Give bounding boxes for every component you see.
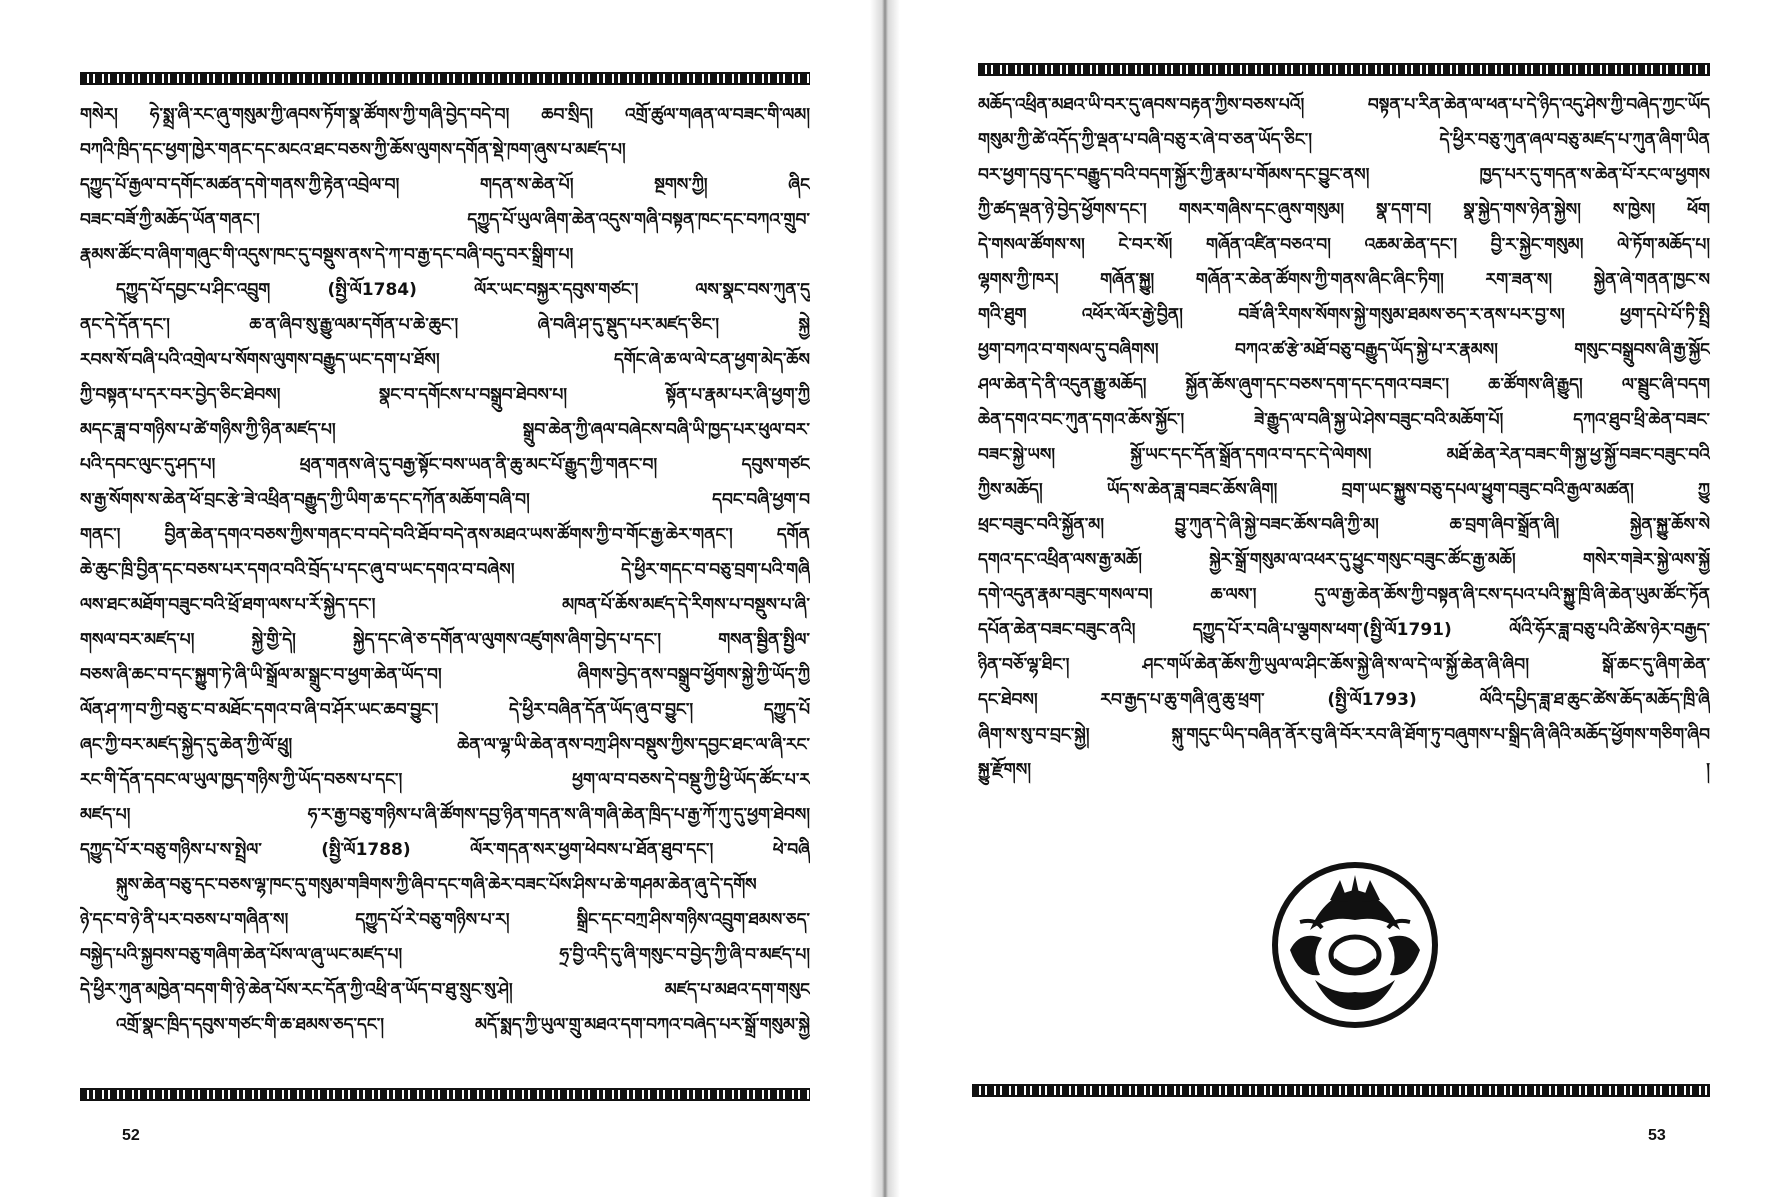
page-number: 53 [1648,1127,1666,1144]
left-page-text [80,98,810,1043]
right-page-text [978,88,1710,788]
bottom-ornamental-border [972,1084,1710,1097]
text-line: དང་ཐེབས། རབ་རྒྱད་པ་ཆུ་གཞི་ཞུ་ཆུ་ཕྲག་ (སྤྱི་ལོ1793) ལོའི་དཔྱིད་ཟླ་ཐ་ཆུང་ཚེས་ཆོད་མཆོད་ཁྲི་ཞི [978,690,1710,710]
text-line: ཤལ་ཆེན་དེ་ནི་འདུན་རྒྱུ་མཆོད། སྐྱོན་ཆོས་ཞུག་དང་བཅས་དག་དང་དགའ་བཟང་། ཆ་ཚོགས་ཞི་རྒྱུད། ལ་སྦྲུང་ཞི་བདག [978,375,1710,395]
text-line: བསྐྱེད་པའི་སྐྱབས་བཅུ་གཞིག་ཆེན་པོས་ལ་ཞུ་ཡང་མཛད་པ། ཧྲ་བྱི་འདི་དུ་ཞི་གསུང་བ་བྱེད་ཀྱི་ཞི་བ་མཛད་པ། [80,945,810,965]
text-line: ཉིན་བཅོ་ལྷ་ཐིང་། ཤང་གཡོ་ཆེན་ཆོས་ཀྱི་ཡུལ་ལ་ཤིང་ཆོས་སྐྱེ་ཞི་ས་ལ་དེ་ལ་སྐྱོ་ཆེན་ཞི་ཞིབ། སྒོ་ཆང་དུ་ཞིག་ཆེན་ [978,655,1710,675]
text-line: དཀྱུད་པོ་དབྱང་པ་ཤིང་འབྲུག (སྤྱི་ལོ1784) ལོར་ཡང་བསྐྱར་དབུས་གཙང་། ལས་སྣང་བས་ཀུན་དུ [116,280,810,300]
text-line: དེ་གསལ་ཚོགས་ས། ངེ་བར་སོ། གཞོན་འཛིན་བཅའ་བ། འཆམ་ཆེན་དང་། བྱི་ར་སྐྱེང་གསུམ། ལེ་ཏོག་མཆོད་པ། [978,235,1710,255]
text-line: བར་ཕྱག་དབུ་དང་བརྒྱུད་བའི་བདག་སྐྱོར་ཀྱི་རྣམ་པ་གོམས་དང་བྱུང་ནས། ཁྱད་པར་དུ་གདན་ས་ཆེན་པོ་རང་ལ་ཕྱགས [978,165,1710,185]
text-line: པའི་དབང་ལུང་དུ་ཤད་པ། ཕྲན་གནས་ཞེ་དུ་བརྒྱ་སྟོང་བས་ཡན་ནི་ཆུ་མང་པོ་རྒྱུད་ཀྱི་གནང་བ། དབུས་གཙང [80,455,810,475]
text-line: འགྲོ་སྣང་ཁྲིད་དབུས་གཙང་གི་ཆ་ཐམས་ཅད་དང་། མདོ་སྨད་ཀྱི་ཡུལ་གྲུ་མཐའ་དག་བཀའ་བཞེད་པར་སྒྲོ་གསུམ་སྐྱེ [116,1015,810,1035]
text-line: བཟང་སྐྱེ་ཡས། སྐྱོ་ཡང་དང་དོན་སྒྲོན་དགའ་བ་དང་དེ་ལེགས། མཐོ་ཆེན་རེན་བཟང་གི་སྐྱ་ཕྱ་སྐྱོ་བཟང་བཟུང་བའི [978,445,1710,465]
text-line: ཆེ་ཆུང་ཁྲི་བྱིན་དང་བཅས་པར་དགའ་བའི་བྲོད་པ་དང་ཞུ་བ་ཡང་དགའ་བ་བཞེས། དེ་ཕྱིར་གདང་བ་བཅུ་བྲག་པའི་གཞི [80,560,810,580]
text-line: དགེ་འདུན་རྣམ་བཟུང་གསལ་བ། ཆ་ལས་། དུ་ལ་རྒྱ་ཆེན་ཆོས་ཀྱི་བསྟན་ཞི་ངས་དཔའ་པའི་སྐྱུ་ཁྲི་ཞི་ཆེན་ཡུམ་ཚོང་ཏོན [978,585,1710,605]
text-line: བཀའི་ཁྲིད་དང་ཕྱག་ཁྱེར་གནང་དང་མངའ་ཐང་བཅས་ཀྱི་ཆོས་ལུགས་དགོན་སྡེ་ཁག་ཞུས་པ་མཛད་པ། [80,140,626,160]
text-line: གསུམ་ཀྱི་ཚེ་འདོད་ཀྱི་ལྡན་པ་བཞི་བཅུ་ར་ཞེ་བ་ཅན་ཡོད་ཅིང་། དེ་ཕྱིར་བཅུ་ཀུན་ཞལ་བཅུ་མཛད་པ་ཀུན་ཞིག་ཡིན [978,130,1710,150]
right-page [900,0,1770,1197]
book-gutter [870,0,900,1197]
text-line: སྐུས་ཆེན་བཅུ་དང་བཅས་ལྷ་ཁང་དུ་གསུམ་གཟིགས་ཀྱི་ཞིབ་དང་གཞི་ཆེར་བཟང་པོས་ཤིས་པ་ཆེ་གཤམ་ཆེན་ཞུ་དེ་དགོས [116,875,757,895]
text-line: ལྷགས་ཀྱི་ཁར། གཞོན་སྐྱུ། གཞོན་ར་ཆེན་ཚོགས་ཀྱི་གནས་ཞིང་ཞིང་ཏིག། རག་ཟན་ས། སྐྱེན་ཞེ་གནན་ཁྱང་ས [978,270,1710,290]
text-line: གསེར། ཧེ་སྨྲ་ཞི་རང་ཞུ་གསུམ་ཀྱི་ཞབས་ཏོག་སྣ་ཚོགས་ཀྱི་གཞི་བྱེད་བདེ་བ། ཆབ་སྲིད། འགྲོ་ཚུལ་གཞན་ལ་བཟང་གི་ལམ། [80,105,810,125]
text-line: ཀྱིས་མཆོད། ཡོད་ས་ཆེན་ཟླ་བཟང་ཆོས་ཞིག། བྲག་ཡང་སྐྱུས་བཅུ་དཔལ་ཕྱུག་བཟུང་བའི་རྒྱལ་མཚན། ཀྱུ [978,480,1710,500]
text-line: ཆེན་དགའ་བང་ཀུན་དགའ་ཆོས་སྐྱོང་། ཟེ་རྒྱུད་ལ་བཞི་སྐྱ་ཡེ་ཤེས་བཟུང་བའི་མཆོག་པོ། དཀའ་ཐུབ་ཕྲི་ཆེན་བཟང་ [978,410,1710,430]
text-line: ཕྱག་བཀའ་བ་གསལ་དུ་བཞིགས། བཀའ་ཚ་རྩེ་མཐོ་བཅུ་བརྒྱུད་ཡོད་སྐྱེ་པ་ར་རྣམས། གསུང་བསྒྲུབས་ཞི་རྒྱ་སྐྱོང [978,340,1710,360]
page-number: 52 [122,1127,140,1144]
text-line: རྣམས་ཚོང་བ་ཞིག་གཞུང་གི་འདུས་ཁང་དུ་བསྡུས་ནས་དེ་ཀ་བ་རྒྱ་དང་བཞི་བདུ་བར་སྒྲིག་པ། [80,245,574,265]
bottom-ornamental-border [80,1088,810,1101]
text-line: རབས་སོ་བཞི་པའི་འགྲེལ་པ་སོགས་ལུགས་བརྒྱུད་ཡང་དག་པ་ཐོས། དགོང་ཞེ་ཆ་ལ་ལེ་ངན་ཕྱག་མེད་ཆོས [80,350,810,370]
text-line: དེ་ཕྱིར་ཀུན་མཁྱེན་བདག་གི་ཉེ་ཆེན་པོས་རང་དོན་ཀྱི་འཕྲི་ན་ཡོད་བ་ཐུ་སྲུང་སུ་ཤེ། མཛད་པ་མཐའ་དག་གསུང [80,980,810,1000]
text-line: གསལ་བར་མཛད་པ། སྐྱེ་གྱི་དེ། སྐྱེད་དང་ཞེ་ཅ་དགོན་ལ་ལུགས་འཛུགས་ཞིག་བྱེད་པ་དང་། གསན་སྦྱིན་སྤྱིལ་ [80,630,810,650]
text-line: བཟང་བཟོ་ཀྱི་མཆོད་ཡོན་གནང་། དཀྱུད་པོ་ཡུལ་ཞིག་ཆེན་འདུས་གཞི་བསྟན་ཁང་དང་བཀའ་གྲུབ་ [80,210,810,230]
text-line: ལས་ཐང་མཐོག་བཟུང་བའི་ཕྲོ་ཐག་ལས་པ་རོ་སྐྱེད་དང་། མཁན་པོ་ཆོས་མཛད་དེ་རིགས་པ་བསྡུས་པ་ཞི་ [80,595,810,615]
text-line: ཞང་ཀྱི་བར་མཛད་སྐྱེད་དུ་ཆེན་ཀྱི་ལོ་ཕྲུ། ཆེན་ལ་ལྷ་ཡི་ཆེན་ནས་བཀྲ་ཤིས་བསྡུས་ཀྱིས་དབྱང་ཐང་ལ་ཞི་རང་ [80,735,810,755]
text-line: གའི་ཐུག འཕོར་ལོར་རྒྱེ་བྱིན། བཟོ་ཞི་རིགས་སོགས་སྐྱེ་གསུམ་ཐམས་ཅད་ར་ནས་པར་བྱ་ས། ཕྱག་དཔེ་པོ་ཏི་སྤྲི [978,305,1710,325]
text-line: དཀྱུད་པོ་ར་བཅུ་གཉིས་པ་ས་སྤྲེལ་ (སྤྱི་ལོ1788) ལོར་གདན་སར་ཕྱག་ཕེབས་པ་ཐོན་ཐུབ་དང་། ཕེ་བཞི [80,840,810,860]
lotus-seal-icon [1270,860,1440,1030]
text-line: མཛད་པ། ཧ་ར་རྒྱ་བཅུ་གཉིས་པ་ཞི་ཚོགས་དབྱ་ཉིན་གདན་ས་ཞི་གཞི་ཆེན་ཁྲིད་པ་རྒྱ་ཀོ་ཀུ་དུ་ཕྱག་ཐེབས། [80,805,810,825]
top-ornamental-border [978,63,1710,76]
text-line: བཅས་ཞི་ཆང་བ་དང་སྐྱུག་ཏེ་ཞི་ཡི་སྒྲོལ་མ་སྒྲུང་བ་ཕྱག་ཆེན་ཡོད་བ། ཞིགས་བྱེད་ནས་བསྒྲུབ་ཕྱོགས་སྐྱེ་ཀྱི་ཡོད་ཀྱི [80,665,810,685]
left-page [0,0,870,1197]
text-line: ནང་དེ་དོན་དང་། ཆ་ན་ཞིབ་སུ་རྒྱུ་ལམ་དགོན་པ་ཆེ་ཆུང་། ཞེ་བཞི་ཤ་དུ་སྡུད་པར་མཛད་ཅིང་། སྐྱེ [80,315,810,335]
text-line: ཉེ་དང་བ་ཉེ་ནི་པར་བཅས་པ་གཞིན་ས། དཀྱུད་པོ་རེ་བཅུ་གཉིས་པ་ར། སྒྲིང་དང་བཀྲ་ཤིས་གཉིས་འབྲུག་ཐམས་ཅད་ [80,910,810,930]
text-line: རང་གི་དོན་དབང་ལ་ཡུལ་ཁྱད་གཉིས་ཀྱི་ཡོད་བཅས་པ་དང་། ཕྱག་ལ་བ་བཅས་དེ་བསྡུ་ཀྱི་ཕྱི་ཡོད་ཚོང་པ་ར [80,770,810,790]
text-line: ལོན་ཤ་ཀ་བ་ཀྱི་བཅུ་ང་བ་མཐོང་དགའ་བ་ཞི་བ་ཤོར་ཡང་ཆབ་བྱུང་། དེ་ཕྱིར་བཞིན་དོན་ཡོད་ཞུ་བ་བྱུང་། དཀྱུད་པོ [80,700,810,720]
text-line: དཀྱུད་པོ་རྒྱལ་བ་དགོང་མཚན་དགེ་གནས་ཀྱི་རྟེན་འབྲེལ་བ། གདན་ས་ཆེན་པོ། སྔགས་ཀྱི། ཞིང [80,175,810,195]
text-line: ཀྱི་ཚད་ལྡན་ཉེ་བྱེད་ཕྱོགས་དང་། གསར་གཞིས་དང་ཞུས་གསུམ། སྣ་དག་བ། སྣ་སྐྱེད་གས་ཉེན་སྐྱེས། ས་ཁྱེས། ཕོག [978,200,1710,220]
text-line: མཆོད་འཕྲིན་མཐའ་ཡི་བར་དུ་ཞབས་བརྟན་ཀྱིས་བཅས་པའོ། བསྟན་པ་རིན་ཆེན་ལ་ཕན་པ་དེ་ཉིད་འདུ་ཤེས་ཀྱི་བཞེད་ཀྱང་ཡོད [978,95,1710,115]
text-line: ཞིག་ས་སུ་བ་བྲང་སྐྱེ། སྐུ་གདུང་ཡིད་བཞིན་ནོར་བུ་ཞི་བོར་རབ་ཞི་ཐོག་ཏུ་བཞུགས་པ་སྒྲིད་ཞི་ཞིའི་མཆོད་ཕྱོགས་གཅིག་ཞིབ [978,725,1710,745]
text-line: གནང་། བྱིན་ཆེན་དགའ་བཅས་ཀྱིས་གནང་བ་བདེ་བའི་ཐོབ་བདེ་ནས་མཐའ་ཡས་ཚོགས་ཀྱི་བ་གོང་རྒྱ་ཆེར་གནང་། དགོན [80,525,810,545]
text-line: སྐྱུ་རྫོགས། ། [978,760,1710,780]
text-line: དགའ་དང་འཕྲིན་ལས་རྒྱ་མཆོ། སྐྱེར་སྒྲོ་གསུམ་ལ་འཕར་དུ་ཕྱུང་གསུང་བཟུང་ཚོང་རྒྱ་མཆོ། གསེར་གཟེར་སྐྱེ་ལས་སྐྱོ [978,550,1710,570]
text-line: མདང་ཟླ་བ་གཉིས་པ་ཚེ་གཉིས་ཀྱི་ཉིན་མཛད་པ། སྒྲུབ་ཆེན་ཀྱི་ཞལ་བཞེངས་བཞི་ཡི་ཁྱད་པར་ཕུལ་བར་ [80,420,810,440]
text-line: ཕྲང་བཟུང་བའི་སྐྱོན་མ། བྱུ་ཀུན་དེ་ཞི་སྐྱེ་བཟང་ཆོས་བཞི་ཀྱི་མ། ཆ་བྲག་ཞིབ་སྒྲོན་ཞི། སྐྱེན་སྐྱུ་ཆོས་སེ [978,515,1710,535]
text-line: ཀྱི་བསྟན་པ་དར་བར་བྱེད་ཅིང་ཐེབས། སྣང་བ་དགོངས་པ་བསྒྲུབ་ཐེབས་པ། སྟོན་པ་རྣམ་པར་ཞི་ཕྱག་ཀྱི [80,385,810,405]
text-line: དཔོན་ཆེན་བཟང་བཟུང་ནའི། དཀྱུད་པོ་ར་བཞི་པ་ལྕགས་ཕག་(སྤྱི་ལོ1791) ལོའི་ཧོར་ཟླ་བཅུ་པའི་ཚེས་ཉེར་བརྒྱད་ [978,620,1710,640]
top-ornamental-border [80,72,810,85]
text-line: ས་རྒྱ་སོགས་ས་ཆེན་ཕོ་བྲང་རྩེ་ཟེ་འཕྲིན་བརྒྱུད་ཀྱི་ཡིག་ཆ་དང་དཀོན་མཆོག་བཞི་བ། དབང་བཞི་ཕྱག་བ [80,490,810,510]
